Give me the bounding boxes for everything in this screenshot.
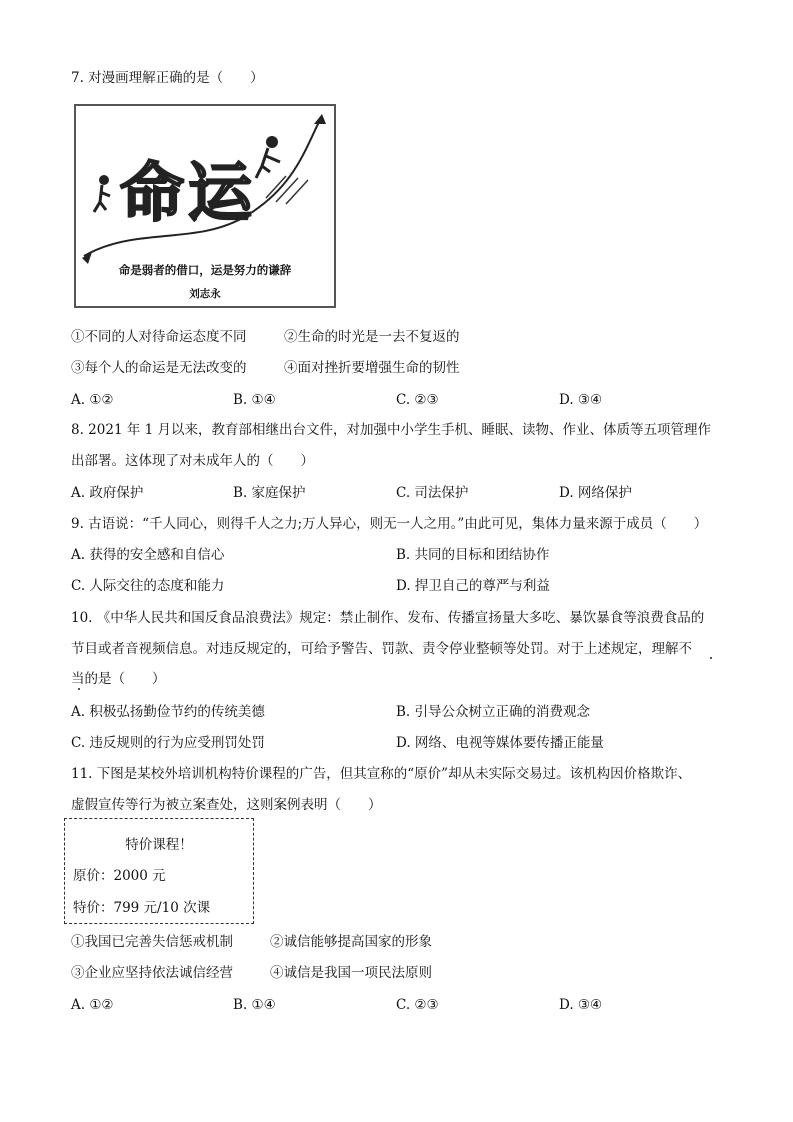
q10-stem-line1: 10. 《中华人民共和国反食品浪费法》规定：禁止制作、发布、传播宣扬量大多吃、暴饮暴食等浪费食品的 [71, 610, 705, 626]
cartoon-caption: 命是弱者的借口，运是努力的谦辞 [118, 263, 292, 277]
q11-option-c[interactable]: C. ②③ [396, 997, 439, 1013]
q7-statement-1: ①不同的人对待命运态度不同 [71, 329, 247, 345]
q10-option-b[interactable]: B. 引导公众树立正确的消费观念 [396, 704, 591, 720]
q7-stem: 7. 对漫画理解正确的是（ ） [71, 70, 264, 86]
q9-option-b[interactable]: B. 共同的目标和团结协作 [396, 547, 550, 563]
ad-title: 特价课程！ [125, 837, 193, 853]
q11-statement-3: ③企业应坚持依法诚信经营 [71, 965, 233, 981]
q9-option-a[interactable]: A. 获得的安全感和自信心 [71, 547, 225, 563]
q8-option-b[interactable]: B. 家庭保护 [233, 485, 306, 501]
q11-option-b[interactable]: B. ①④ [233, 997, 276, 1013]
q10-option-a[interactable]: A. 积极弘扬勤俭节约的传统美德 [71, 704, 265, 720]
q11-statement-2: ②诚信能够提高国家的形象 [270, 934, 432, 950]
q7-option-c[interactable]: C. ②③ [396, 392, 439, 408]
q8-stem-line1: 8. 2021 年 1 月以来，教育部相继出台文件，对加强中小学生手机、睡眠、读物、作业、体质等五项管理作 [71, 422, 711, 438]
cartoon-char-ming: 命 [120, 157, 184, 231]
q7-option-b[interactable]: B. ①④ [233, 392, 276, 408]
q11-option-d[interactable]: D. ③④ [559, 997, 603, 1013]
q10-stem-line3: 当的是（ ） [71, 671, 166, 687]
q9-option-d[interactable]: D. 捍卫自己的尊严与利益 [396, 578, 550, 594]
ad-original-price: 原价：2000 元 [73, 868, 166, 884]
ad-special-price: 特价：799 元/10 次课 [73, 900, 211, 916]
q11-statement-1: ①我国已完善失信惩戒机制 [71, 934, 233, 950]
q11-stem-line1: 11. 下图是某校外培训机构特价课程的广告，但其宣称的“原价”却从未实际交易过。该机构因价格欺诈、 [71, 766, 692, 782]
q8-option-a[interactable]: A. 政府保护 [71, 485, 144, 501]
q7-option-d[interactable]: D. ③④ [559, 392, 603, 408]
q10-option-d[interactable]: D. 网络、电视等媒体要传播正能量 [396, 735, 604, 751]
q10-stem-line2: 节目或者音视频信息。对违反规定的，可给予警告、罚款、责令停业整顿等处罚。对于上述规定，理解不 [71, 641, 692, 657]
emphasis-dot [78, 688, 80, 690]
emphasis-dot [710, 657, 712, 659]
q11-statement-4: ④诚信是我国一项民法原则 [270, 965, 432, 981]
q10-option-c[interactable]: C. 违反规则的行为应受刑罚处罚 [71, 735, 265, 751]
q8-stem-line2: 出部署。这体现了对未成年人的（ ） [71, 453, 314, 469]
q11-option-a[interactable]: A. ①② [71, 997, 114, 1013]
q9-stem: 9. 古语说：“千人同心，则得千人之力;万人异心，则无一人之用。”由此可见，集体力量来源于成员（ ） [71, 516, 708, 532]
q7-statement-2: ②生命的时光是一去不复返的 [284, 329, 460, 345]
q11-stem-line2: 虚假宣传等行为被立案查处，这则案例表明（ ） [71, 797, 382, 813]
q8-option-c[interactable]: C. 司法保护 [396, 485, 469, 501]
cartoon-author: 刘志永 [189, 288, 221, 300]
q9-option-c[interactable]: C. 人际交往的态度和能力 [71, 578, 225, 594]
q7-cartoon [74, 104, 336, 308]
q7-statement-3: ③每个人的命运是无法改变的 [71, 360, 247, 376]
q7-statement-4: ④面对挫折要增强生命的韧性 [284, 360, 460, 376]
cartoon-char-yun: 运 [188, 157, 252, 231]
q11-ad-box [64, 818, 254, 924]
q7-option-a[interactable]: A. ①② [71, 392, 114, 408]
q8-option-d[interactable]: D. 网络保护 [559, 485, 632, 501]
